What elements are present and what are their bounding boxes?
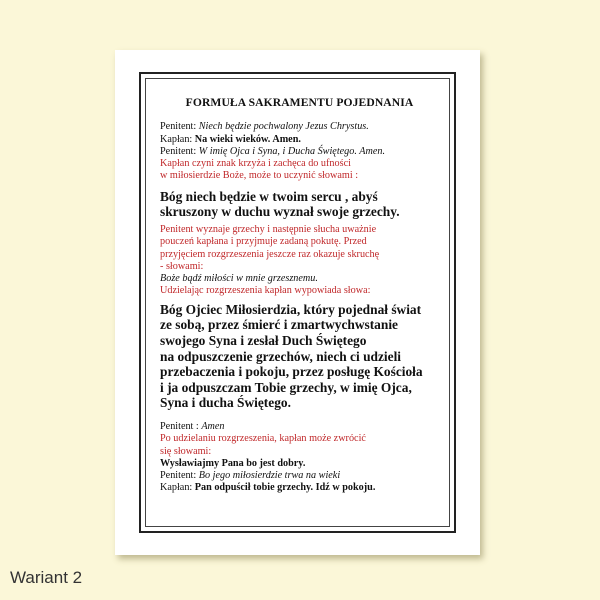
absolution-line: na odpuszczenie grzechów, niech ci udzieli bbox=[160, 348, 402, 364]
speaker-label: Penitent: bbox=[160, 121, 199, 133]
contrition-line: Boże bądź miłości w mnie grzesznemu. bbox=[160, 273, 318, 285]
absolution-line: swojego Syna i zesłał Duch Świętego bbox=[160, 332, 367, 348]
dialogue-line bbox=[160, 470, 439, 482]
speech-text: Pan odpuścił tobie grzechy. Idź w pokoju. bbox=[194, 482, 376, 494]
absolution-line: Bóg Ojciec Miłosierdzia, który pojednał świat bbox=[160, 301, 422, 317]
dialogue-line bbox=[160, 482, 439, 494]
blessing-line: Bóg niech będzie w twoim sercu , abyś bbox=[160, 188, 378, 204]
dialogue-line bbox=[160, 421, 439, 433]
instruction-line: Penitent wyznaje grzechy i następnie słucha uważnie bbox=[160, 223, 377, 235]
prayer-card bbox=[115, 50, 480, 555]
absolution-line: Syna i ducha Świętego. bbox=[160, 395, 291, 411]
instruction-line: przyjęciem rozgrzeszenia jeszcze raz okazuje skruchę bbox=[160, 248, 380, 260]
speaker-label: Kapłan: bbox=[160, 482, 195, 494]
absolution-line: przebaczenia i pokoju, przez posługę Kościoła bbox=[160, 364, 423, 380]
dialogue-line bbox=[160, 134, 439, 146]
speaker-label: Penitent: bbox=[160, 145, 199, 157]
instruction-line: w miłosierdzie Boże, może to uczynić słowami : bbox=[160, 170, 359, 182]
absolution-line: i ja odpuszczam Tobie grzechy, w imię Ojca, bbox=[160, 379, 412, 395]
instruction-line: się słowami: bbox=[160, 445, 212, 457]
instruction-line: pouczeń kapłana i przyjmuje zadaną pokutę. Przed bbox=[160, 236, 367, 248]
speech-text: Niech będzie pochwalony Jezus Chrystus. bbox=[198, 121, 369, 133]
speaker-label: Kapłan: bbox=[160, 133, 195, 145]
card-inner-frame bbox=[145, 78, 450, 527]
praise-line: Wysławiajmy Pana bo jest dobry. bbox=[160, 457, 306, 469]
speech-text: Na wieki wieków. Amen. bbox=[194, 133, 301, 145]
variant-label: Wariant 2 bbox=[10, 568, 83, 587]
speech-text: Bo jego miłosierdzie trwa na wieki bbox=[198, 470, 341, 482]
speaker-label: Penitent: bbox=[160, 470, 199, 482]
instruction-line: - słowami: bbox=[160, 260, 204, 272]
speaker-label: Penitent : bbox=[160, 420, 202, 432]
absolution-line: ze sobą, przez śmierć i zmartwychwstanie bbox=[160, 317, 398, 333]
dialogue-line bbox=[160, 121, 439, 133]
blessing-line: skruszony w duchu wyznał swoje grzechy. bbox=[160, 204, 400, 220]
card-outer-frame bbox=[139, 72, 456, 533]
card-content bbox=[160, 93, 439, 495]
instruction-line: Kapłan czyni znak krzyża i zachęca do ufności bbox=[160, 158, 351, 170]
speech-text: W imię Ojca i Syna, i Ducha Świętego. Amen. bbox=[198, 145, 386, 157]
speech-text: Amen bbox=[201, 420, 225, 432]
instruction-line: Udzielając rozgrzeszenia kapłan wypowiada słowa: bbox=[160, 285, 371, 297]
instruction-line: Po udzielaniu rozgrzeszenia, kapłan może zwrócić bbox=[160, 433, 366, 445]
card-title: FORMUŁA SAKRAMENTU POJEDNANIA bbox=[185, 96, 414, 109]
dialogue-line bbox=[160, 146, 439, 158]
